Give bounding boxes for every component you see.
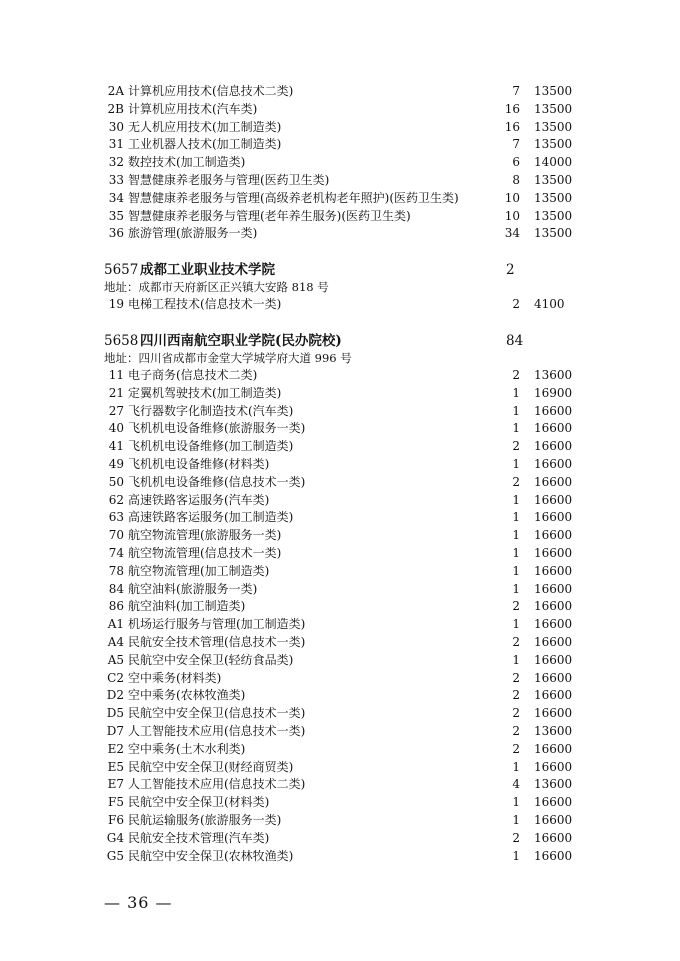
table-row (0, 544, 680, 562)
program-code: 36 (108, 226, 124, 241)
program-code: D2 (106, 688, 124, 703)
enrollment-count: 16 (504, 119, 520, 134)
program-name: 空中乘务(农林牧渔类) (128, 688, 246, 703)
enrollment-count: 10 (504, 208, 520, 223)
program-name: 航空油料(加工制造类) (128, 599, 246, 614)
tuition-fee: 16600 (534, 581, 573, 596)
enrollment-count: 1 (512, 581, 520, 596)
program-name: 飞机机电设备维修(材料类) (128, 457, 270, 471)
tuition-fee: 13500 (534, 101, 573, 116)
table-row (0, 118, 680, 136)
enrollment-count: 4 (512, 777, 520, 792)
table-row (0, 189, 680, 207)
program-code: 34 (108, 190, 124, 205)
table-row (0, 153, 680, 171)
program-code: D7 (106, 724, 124, 738)
program-code: 30 (108, 119, 124, 134)
program-name: 空中乘务(材料类) (128, 670, 222, 685)
tuition-fee: 13500 (534, 173, 573, 187)
enrollment-count: 1 (512, 403, 520, 418)
tuition-fee: 16600 (534, 741, 573, 756)
program-name: 无人机应用技术(加工制造类) (128, 119, 282, 134)
tuition-fee: 16600 (534, 563, 573, 578)
tuition-fee: 16600 (534, 421, 573, 436)
table-row (0, 207, 680, 225)
table-row (0, 722, 680, 740)
program-name: 航空物流管理(旅游服务一类) (128, 528, 282, 543)
program-name: 飞机机电设备维修(旅游服务一类) (128, 421, 306, 436)
program-name: 民航空中安全保卫(轻纺食品类) (128, 652, 294, 667)
tuition-fee: 16600 (534, 492, 573, 507)
tuition-fee: 16600 (534, 474, 573, 489)
program-name: 电梯工程技术(信息技术一类) (128, 297, 282, 311)
tuition-fee: 16600 (534, 403, 573, 418)
program-code: 63 (108, 510, 124, 525)
program-name: 民航空中安全保卫(财经商贸类) (128, 759, 294, 774)
program-code: E2 (107, 741, 124, 756)
tuition-fee: 13600 (534, 724, 573, 738)
program-code: 70 (108, 528, 124, 543)
program-code: D5 (106, 706, 124, 721)
table-row (0, 562, 680, 580)
program-name: 民航安全技术管理(汽车类) (128, 830, 270, 845)
program-name: 民航空中安全保卫(材料类) (128, 795, 270, 810)
table-row (0, 847, 680, 865)
program-code: A4 (107, 635, 124, 649)
program-code: G4 (106, 830, 124, 845)
table-row (0, 615, 680, 633)
enrollment-count: 10 (504, 190, 520, 205)
program-code: 21 (108, 385, 124, 400)
tuition-fee: 16600 (534, 439, 573, 454)
enrollment-count: 1 (512, 510, 520, 525)
program-name: 电子商务(信息技术二类) (128, 368, 258, 382)
program-code: 40 (108, 421, 124, 436)
tuition-fee: 16600 (534, 617, 573, 632)
tuition-fee: 16600 (534, 795, 573, 810)
tuition-fee: 16600 (534, 759, 573, 774)
program-code: C2 (107, 670, 124, 685)
table-row (0, 829, 680, 847)
tuition-fee: 13600 (534, 368, 573, 382)
enrollment-count: 1 (512, 546, 520, 560)
tuition-fee: 14000 (534, 155, 573, 170)
program-name: 民航运输服务(旅游服务一类) (128, 813, 282, 827)
tuition-fee: 16600 (534, 528, 573, 543)
program-code: 84 (108, 581, 124, 596)
program-name: 智慧健康养老服务与管理(老年养生服务)(医药卫生类) (128, 208, 411, 223)
program-name: 航空油料(旅游服务一类) (128, 581, 258, 596)
program-name: 飞机机电设备维修(加工制造类) (128, 439, 294, 454)
tuition-fee: 16600 (534, 688, 573, 703)
enrollment-count: 6 (512, 155, 520, 170)
enrollment-count: 1 (512, 421, 520, 436)
program-name: 高速铁路客运服务(汽车类) (128, 492, 270, 507)
table-row (0, 793, 680, 811)
program-name: 机场运行服务与管理(加工制造类) (128, 617, 306, 632)
program-name: 民航空中安全保卫(农林牧渔类) (128, 848, 294, 863)
tuition-fee: 13500 (534, 208, 573, 223)
enrollment-count: 2 (512, 688, 520, 703)
table-row (0, 508, 680, 526)
table-row (0, 633, 680, 651)
enrollment-count: 1 (512, 848, 520, 863)
program-code: G5 (106, 848, 124, 863)
enrollment-count: 34 (504, 226, 520, 241)
tuition-fee: 13500 (534, 137, 573, 152)
program-name: 数控技术(加工制造类) (128, 155, 246, 170)
program-code: 78 (108, 563, 124, 578)
tuition-fee: 16600 (534, 457, 573, 471)
program-name: 计算机应用技术(信息技术二类) (128, 84, 294, 98)
table-row (0, 224, 680, 242)
table-row (0, 758, 680, 776)
program-name: 计算机应用技术(汽车类) (128, 101, 258, 116)
program-code: F5 (108, 795, 124, 810)
enrollment-count: 2 (512, 670, 520, 685)
program-name: 人工智能技术应用(信息技术一类) (128, 724, 306, 738)
table-row (0, 82, 680, 100)
program-code: 11 (108, 368, 124, 382)
program-code: 35 (108, 208, 124, 223)
table-row (0, 437, 680, 455)
table-row (0, 135, 680, 153)
program-name: 高速铁路客运服务(加工制造类) (128, 510, 294, 525)
program-code: 50 (108, 474, 124, 489)
program-code: 62 (108, 492, 124, 507)
table-row (0, 473, 680, 491)
enrollment-count: 1 (512, 492, 520, 507)
program-code: 41 (108, 439, 124, 454)
program-name: 民航空中安全保卫(信息技术一类) (128, 706, 306, 721)
school-name: 成都工业职业技术学院 (140, 262, 275, 278)
tuition-fee: 13500 (534, 226, 573, 241)
program-code: 27 (108, 403, 124, 418)
school-header-5658 (0, 331, 680, 351)
enrollment-count: 2 (512, 635, 520, 649)
table-row (0, 704, 680, 722)
enrollment-count: 1 (512, 528, 520, 543)
enrollment-count: 1 (512, 457, 520, 471)
tuition-fee: 16600 (534, 510, 573, 525)
table-row (0, 419, 680, 437)
tuition-fee: 16600 (534, 706, 573, 721)
enrollment-count: 7 (512, 137, 520, 152)
program-code: A1 (107, 617, 124, 632)
enrollment-count: 2 (512, 297, 520, 311)
program-name: 空中乘务(土木水利类) (128, 741, 246, 756)
program-name: 人工智能技术应用(信息技术二类) (128, 777, 306, 792)
tuition-fee: 13500 (534, 119, 573, 134)
enrollment-count: 2 (512, 741, 520, 756)
program-name: 航空物流管理(加工制造类) (128, 563, 270, 578)
table-row (0, 651, 680, 669)
program-code: 31 (108, 137, 124, 152)
table-row (0, 384, 680, 402)
program-name: 旅游管理(旅游服务一类) (128, 226, 258, 241)
enrollment-count: 1 (512, 652, 520, 667)
program-code: 86 (108, 599, 124, 614)
enrollment-count: 2 (512, 474, 520, 489)
school-address: 地址：四川省成都市金堂大学城学府大道 996 号 (104, 351, 352, 365)
table-row (0, 402, 680, 420)
school-total-count: 84 (506, 333, 524, 349)
program-code: 32 (108, 155, 124, 170)
table-row (0, 669, 680, 687)
school-header-5657 (0, 260, 680, 280)
tuition-fee: 16600 (534, 635, 573, 649)
program-name: 飞机机电设备维修(信息技术一类) (128, 474, 306, 489)
enrollment-count: 8 (512, 173, 520, 187)
table-row (0, 295, 680, 313)
tuition-fee: 4100 (534, 297, 565, 311)
enrollment-count: 1 (512, 385, 520, 400)
enrollment-count: 2 (512, 439, 520, 454)
enrollment-count: 2 (512, 599, 520, 614)
table-row (0, 455, 680, 473)
table-row (0, 686, 680, 704)
school-code: 5657 (104, 262, 139, 278)
table-row (0, 171, 680, 189)
enrollment-count: 16 (504, 101, 520, 116)
enrollment-count: 1 (512, 617, 520, 632)
program-code: 2A (107, 84, 124, 98)
tuition-fee: 16900 (534, 385, 573, 400)
program-code: A5 (107, 652, 124, 667)
tuition-fee: 16600 (534, 813, 573, 827)
table-row (0, 740, 680, 758)
tuition-fee: 16600 (534, 546, 573, 560)
tuition-fee: 16600 (534, 599, 573, 614)
program-code: F6 (108, 813, 124, 827)
program-name: 工业机器人技术(加工制造类) (128, 137, 282, 152)
enrollment-count: 1 (512, 795, 520, 810)
program-name: 定翼机驾驶技术(加工制造类) (128, 385, 282, 400)
table-row (0, 491, 680, 509)
tuition-fee: 16600 (534, 670, 573, 685)
program-name: 民航安全技术管理(信息技术一类) (128, 635, 306, 649)
school-address: 地址：成都市天府新区正兴镇大安路 818 号 (104, 280, 329, 294)
program-code: E5 (107, 759, 124, 774)
page-number: — 36 — (104, 893, 173, 912)
program-name: 飞行器数字化制造技术(汽车类) (128, 403, 294, 418)
tuition-fee: 16600 (534, 652, 573, 667)
tuition-fee: 13600 (534, 777, 573, 792)
program-code: 19 (108, 297, 124, 311)
enrollment-count: 1 (512, 759, 520, 774)
enrollment-count: 2 (512, 368, 520, 382)
program-name: 智慧健康养老服务与管理(医药卫生类) (128, 173, 330, 187)
school-code: 5658 (104, 333, 139, 349)
table-row (0, 811, 680, 829)
table-row (0, 775, 680, 793)
enrollment-count: 1 (512, 563, 520, 578)
tuition-fee: 13500 (534, 190, 573, 205)
program-code: 33 (108, 173, 124, 187)
program-code: 49 (108, 457, 124, 471)
enrollment-count: 2 (512, 706, 520, 721)
enrollment-count: 7 (512, 84, 520, 98)
program-code: 2B (107, 101, 124, 116)
program-name: 航空物流管理(信息技术一类) (128, 546, 282, 560)
enrollment-count: 2 (512, 724, 520, 738)
program-code: 74 (108, 546, 124, 560)
table-row (0, 597, 680, 615)
school-total-count: 2 (506, 262, 515, 278)
tuition-fee: 13500 (534, 84, 573, 98)
program-name: 智慧健康养老服务与管理(高级养老机构老年照护)(医药卫生类) (128, 190, 459, 205)
school-name: 四川西南航空职业学院(民办院校) (140, 333, 342, 349)
table-row (0, 100, 680, 118)
program-code: E7 (107, 777, 124, 792)
table-row (0, 580, 680, 598)
tuition-fee: 16600 (534, 848, 573, 863)
table-row (0, 526, 680, 544)
table-row (0, 366, 680, 384)
enrollment-count: 2 (512, 830, 520, 845)
tuition-fee: 16600 (534, 830, 573, 845)
enrollment-count: 1 (512, 813, 520, 827)
